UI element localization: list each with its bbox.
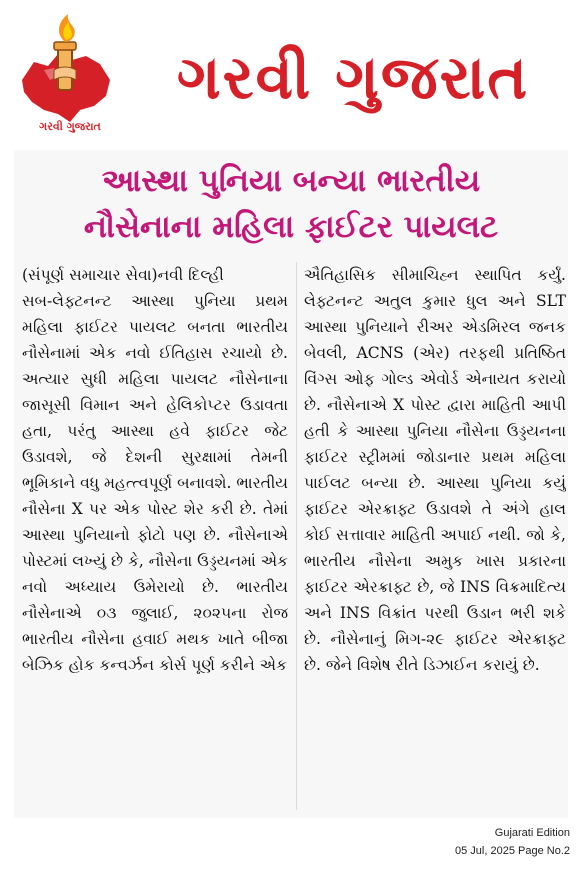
logo-caption: ગરવી ગુજરાત xyxy=(39,120,101,133)
article-body xyxy=(22,262,568,818)
masthead xyxy=(0,0,578,148)
page-footer xyxy=(270,824,570,860)
column-divider xyxy=(296,262,297,810)
date-page-label: 05 Jul, 2025 Page No.2 xyxy=(455,845,570,857)
article-column-right: ઐતિહાસિક સીમાચિહ્ન સ્થાપિત કર્યું. લેફ્ટનન્ટ અતુલ કુમાર ધુલ અને SLT આસ્થા પુનિયાને રીઅર એડમિરલ જનક બેવલી, ACNS (એર) તરફથી પ્રતિષ્ઠિત વિંગ્સ ઓફ ગોલ્ડ એવોર્ડ એનાયત કરાયો છે. નૌસેનાએ X પોસ્ટ દ્વારા માહિતી આપી હતી કે આસ્થા પુનિયા નૌસેના ઉડ્ડયનના ફાઈટર સ્ટ્રીમમાં જોડાનાર પ્રથમ મહિલા પાઈલટ બન્યા છે. આસ્થા પુનિયા કયું ફાઈટર એરક્રાફ્ટ ઉડાવશે તે અંગે હાલ કોઈ સત્તાવાર માહિતી અપાઈ નથી. જો કે, ભારતીય નૌસેના અમુક ખાસ પ્રકારના ફાઈટર એરક્રાફ્ટ છે, જે INS વિક્રમાદિત્ય અને INS વિક્રાંત પરથી ઉડાન ભરી શકે છે. નૌસેનાનું મિગ-૨૯ ફાઈટર એરક્રાફ્ટ છે. જેને વિશેષ રીતે ડિઝાઈન કરાયું છે. xyxy=(304,266,566,674)
newspaper-title: ગરવી ગુજરાત xyxy=(176,43,530,113)
article-column-left: (સંપૂર્ણ સમાચાર સેવા)નવી દિલ્હી સબ-લેફ્ટનન્ટ આસ્થા પુનિયા પ્રથમ મહિલા ફાઈટર પાયલટ બનતા ભારતીય નૌસેનામાં એક નવો ઈતિહાસ રચાયો છે. અત્યાર સુધી મહિલા પાયલટ નૌસેનાના જાસૂસી વિમાન અને હેલિકોપ્ટર ઉડાવતા હતા, પરંતુ આસ્થા હવે ફાઈટર જેટ ઉડાવશે, જે દેશની સુરક્ષામાં તેમની ભૂમિકાને વધુ મહત્ત્વપૂર્ણ બનાવશે. ભારતીય નૌસેના X પર એક પોસ્ટ શેર કરી છે. તેમાં આસ્થા પુનિયાનો ફોટો પણ છે. નૌસેનાએ પોસ્ટમાં લખ્યું છે કે, નૌસેના ઉડ્ડયનમાં એક નવો અધ્યાય ઉમેરાયો છે. ભારતીય નૌસેનાએ ૦૩ જુલાઈ, ૨૦૨૫ના રોજ ભારતીય નૌસેના હવાઈ મથક ખાતે બીજા બેઝિક હોક કન્વર્ઝન કોર્સ પૂર્ણ કરીને એક xyxy=(22,266,288,674)
article-headline xyxy=(14,158,568,250)
headline-line-1: આસ્થા પુનિયા બન્યા ભારતીય xyxy=(101,163,481,199)
edition-label: Gujarati Edition xyxy=(494,827,570,839)
headline-line-2: નૌસેનાના મહિલા ફાઈટર પાયલટ xyxy=(83,209,499,245)
